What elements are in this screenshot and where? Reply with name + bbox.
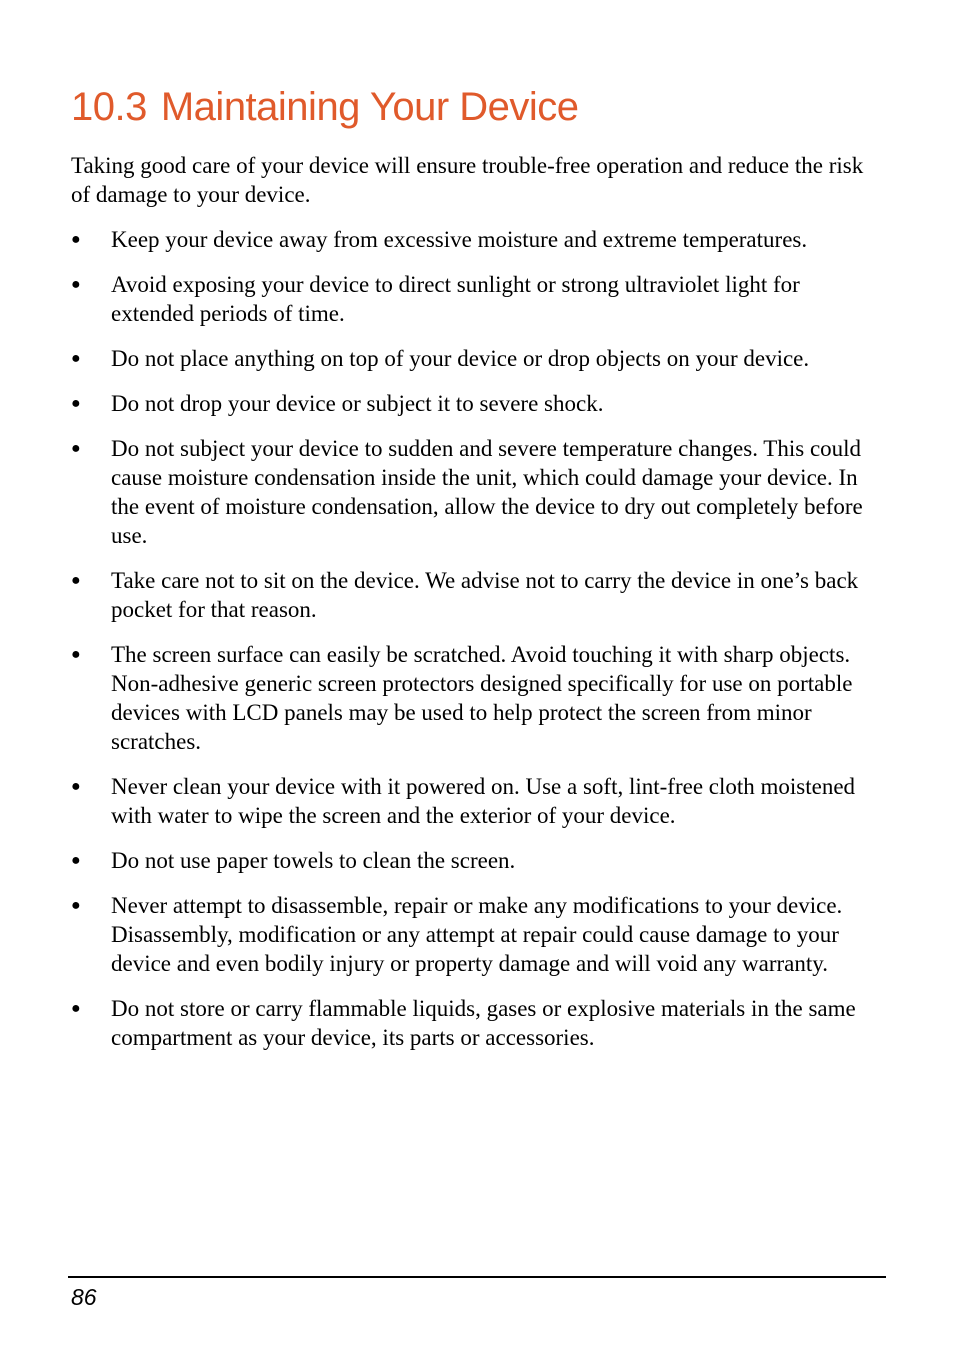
section-number: 10.3 (71, 85, 147, 129)
list-item (71, 434, 887, 550)
list-item (71, 389, 887, 418)
bullet-icon: ● (71, 852, 81, 869)
list-item-text: Do not subject your device to sudden and severe temperature changes. This could cause moisture condensation inside the unit, which could damage your device. In the event of moisture condensation, allow the device to dry out completely before use. (111, 436, 863, 548)
section-title: Maintaining Your Device (160, 85, 579, 129)
page-body (71, 151, 887, 1068)
list-item (71, 566, 887, 624)
list-item (71, 891, 887, 978)
list-item (71, 994, 887, 1052)
maintenance-tips-list (71, 225, 887, 1052)
section-heading (71, 82, 579, 132)
list-item-text: Avoid exposing your device to direct sunlight or strong ultraviolet light for extended periods of time. (111, 272, 800, 326)
list-item (71, 640, 887, 756)
bullet-icon: ● (71, 276, 81, 293)
bullet-icon: ● (71, 572, 81, 589)
bullet-icon: ● (71, 231, 81, 248)
list-item-text: Do not use paper towels to clean the screen. (111, 848, 516, 873)
list-item (71, 772, 887, 830)
page-number: 86 (71, 1284, 97, 1310)
list-item (71, 225, 887, 254)
list-item-text: Never clean your device with it powered on. Use a soft, lint-free cloth moistened with water to wipe the screen and the exterior of your device. (111, 774, 856, 828)
bullet-icon: ● (71, 1000, 81, 1017)
bullet-icon: ● (71, 440, 81, 457)
bullet-icon: ● (71, 778, 81, 795)
list-item-text: Never attempt to disassemble, repair or make any modifications to your device. Disassembly, modification or any attempt at repair could cause damage to your device and even bodily injury or property damage and will void any warranty. (111, 893, 843, 976)
list-item-text: Keep your device away from excessive moisture and extreme temperatures. (111, 227, 808, 252)
list-item (71, 270, 887, 328)
list-item (71, 344, 887, 373)
bullet-icon: ● (71, 897, 81, 914)
intro-paragraph: Taking good care of your device will ensure trouble-free operation and reduce the risk of damage to your device. (71, 153, 864, 207)
footer-divider (68, 1276, 886, 1278)
list-item (71, 846, 887, 875)
list-item-text: Do not drop your device or subject it to severe shock. (111, 391, 604, 416)
list-item-text: Take care not to sit on the device. We advise not to carry the device in one’s back pocket for that reason. (111, 568, 859, 622)
list-item-text: Do not store or carry flammable liquids, gases or explosive materials in the same compartment as your device, its parts or accessories. (111, 996, 856, 1050)
list-item-text: Do not place anything on top of your device or drop objects on your device. (111, 346, 810, 371)
bullet-icon: ● (71, 646, 81, 663)
bullet-icon: ● (71, 395, 81, 412)
list-item-text: The screen surface can easily be scratched. Avoid touching it with sharp objects. Non-adhesive generic screen protectors designed specifically for use on portable devices with LCD panels may be used to help protect the screen from minor scratches. (111, 642, 853, 754)
bullet-icon: ● (71, 350, 81, 367)
